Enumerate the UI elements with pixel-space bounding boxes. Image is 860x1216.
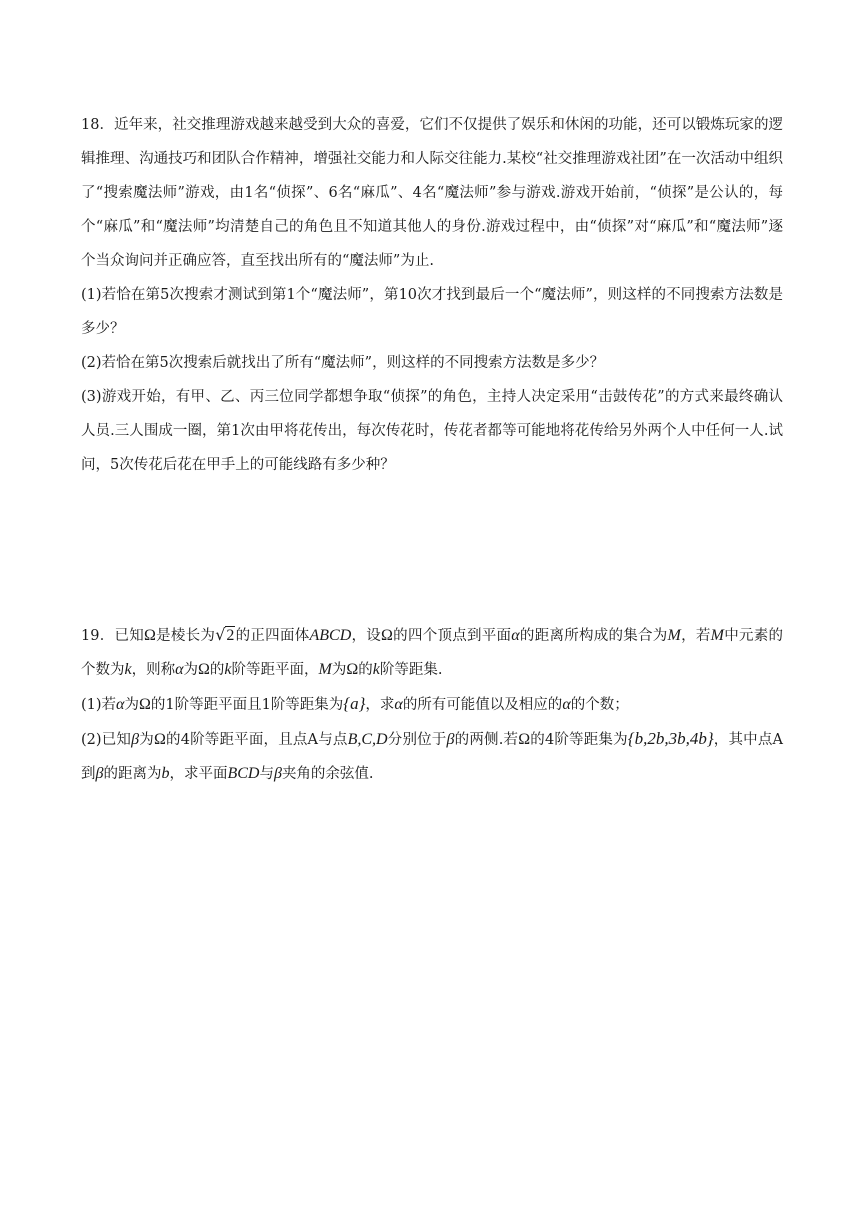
problem-19-stem (81, 618, 783, 687)
alpha-symbol: α (175, 661, 184, 678)
text: 的4阶等距集为 (530, 732, 628, 748)
text: 与 (259, 766, 274, 782)
symbol-b: b (161, 765, 170, 782)
beta-symbol: β (95, 765, 104, 782)
beta-symbol: β (446, 731, 455, 748)
problem-19-part-2 (81, 722, 783, 791)
text: 的1阶等距平面且1阶等距集为 (150, 697, 344, 713)
text: 阶等距集. (379, 662, 443, 678)
text: 阶等距平面， (231, 662, 319, 678)
beta-symbol: β (273, 765, 282, 782)
text: 的所有可能值以及相应的 (402, 697, 563, 713)
text: 的四个顶点到平面 (392, 628, 512, 644)
text: 的正四面体 (235, 628, 310, 644)
text: ，求 (365, 697, 395, 713)
text: 的 (209, 662, 225, 678)
tetrahedron-name: ABCD (309, 627, 352, 644)
omega-symbol: Ω (518, 731, 531, 748)
problem-18-part-2: (2)若恰在第5次搜索后就找出了所有“魔法师”，则这样的不同搜索方法数是多少？ (81, 355, 605, 371)
alpha-symbol: α (562, 696, 571, 713)
problem-18-stem: 18．近年来，社交推理游戏越来越受到大众的喜爱，它们不仅提供了娱乐和休闲的功能，还可以锻炼玩家的逻辑推理、沟通技巧和团队合作精神，增强社交能力和人际交往能力.某校“社交推理游戏社团”在一次活动中组织了“搜索魔法师”游戏，由1名“侦探”、6名“麻瓜”、4名“魔法师”参与游戏.游戏开始前，“侦探”是公认的，每个“麻瓜”和“魔法师”均清楚自己的角色且不知道其他人的身份.游戏过程中，由“侦探”对“麻瓜”和“魔法师”逐个当众询问并正确应答，直至找出所有的“魔法师”为止. (81, 117, 783, 269)
alpha-symbol: α (116, 696, 125, 713)
text: 为 (331, 662, 347, 678)
text: ，设 (351, 628, 382, 644)
beta-symbol: β (131, 731, 140, 748)
text: 19．已知 (81, 628, 144, 644)
text: ，则称 (131, 662, 176, 678)
omega-symbol: Ω (198, 661, 210, 678)
symbol-k: k (224, 661, 232, 678)
omega-symbol: Ω (144, 627, 156, 644)
omega-symbol: Ω (153, 731, 166, 748)
symbol-k: k (372, 661, 380, 678)
text: 的4阶等距平面，且点A与点 (165, 732, 348, 748)
distance-set: {b,2b,3b,4b} (627, 729, 714, 748)
alpha-symbol: α (511, 627, 520, 644)
problem-18-part-1: (1)若恰在第5次搜索才测试到第1个“魔法师”，第10次才找到最后一个“魔法师”，则这样的不同搜索方法数是多少？ (81, 287, 783, 337)
text: 为 (139, 732, 154, 748)
text: 的个数； (570, 697, 629, 713)
text: ，若 (680, 628, 711, 644)
text: (1)若 (81, 697, 117, 713)
text: 的距离为 (103, 766, 162, 782)
set-symbol-m: M (318, 661, 332, 678)
text: 是棱长为 (155, 628, 216, 644)
text: 的距离所构成的集合为 (519, 628, 668, 644)
sqrt-expression (215, 618, 235, 653)
text: 中元素的个数为 (81, 628, 784, 678)
sqrt-radicand: 2 (226, 627, 235, 644)
omega-symbol: Ω (346, 661, 359, 678)
text: 的 (358, 662, 373, 678)
set-symbol-m: M (710, 627, 724, 644)
radical-sign-icon: √ (215, 625, 226, 644)
text: 为 (124, 697, 139, 713)
text: 为 (183, 662, 199, 678)
text: ，其中点A到 (81, 732, 784, 782)
problem-19-part-1 (81, 687, 783, 722)
text: 夹角的余弦值. (281, 766, 374, 782)
points-bcd: B,C,D (347, 731, 388, 748)
text: 的两侧.若 (454, 732, 519, 748)
text: (2)已知 (81, 732, 132, 748)
omega-symbol: Ω (381, 627, 393, 644)
omega-symbol: Ω (138, 696, 151, 713)
text: ，求平面 (169, 766, 228, 782)
symbol-k: k (124, 661, 132, 678)
plane-bcd: BCD (227, 765, 260, 782)
set-symbol-m: M (667, 627, 681, 644)
distance-set: {a} (343, 694, 366, 713)
problem-18 (81, 108, 783, 482)
text: 分别位于 (387, 732, 447, 748)
problem-18-part-3: (3)游戏开始，有甲、乙、丙三位同学都想争取“侦探”的角色，主持人决定采用“击鼓传花”的方式来最终确认人员.三人围成一圈，第1次由甲将花传出，每次传花时，传花者都等可能地将花传给另外两个人中任何一人.试问，5次传花后花在甲手上的可能线路有多少种？ (81, 389, 783, 473)
problem-19 (81, 618, 783, 791)
alpha-symbol: α (394, 696, 403, 713)
